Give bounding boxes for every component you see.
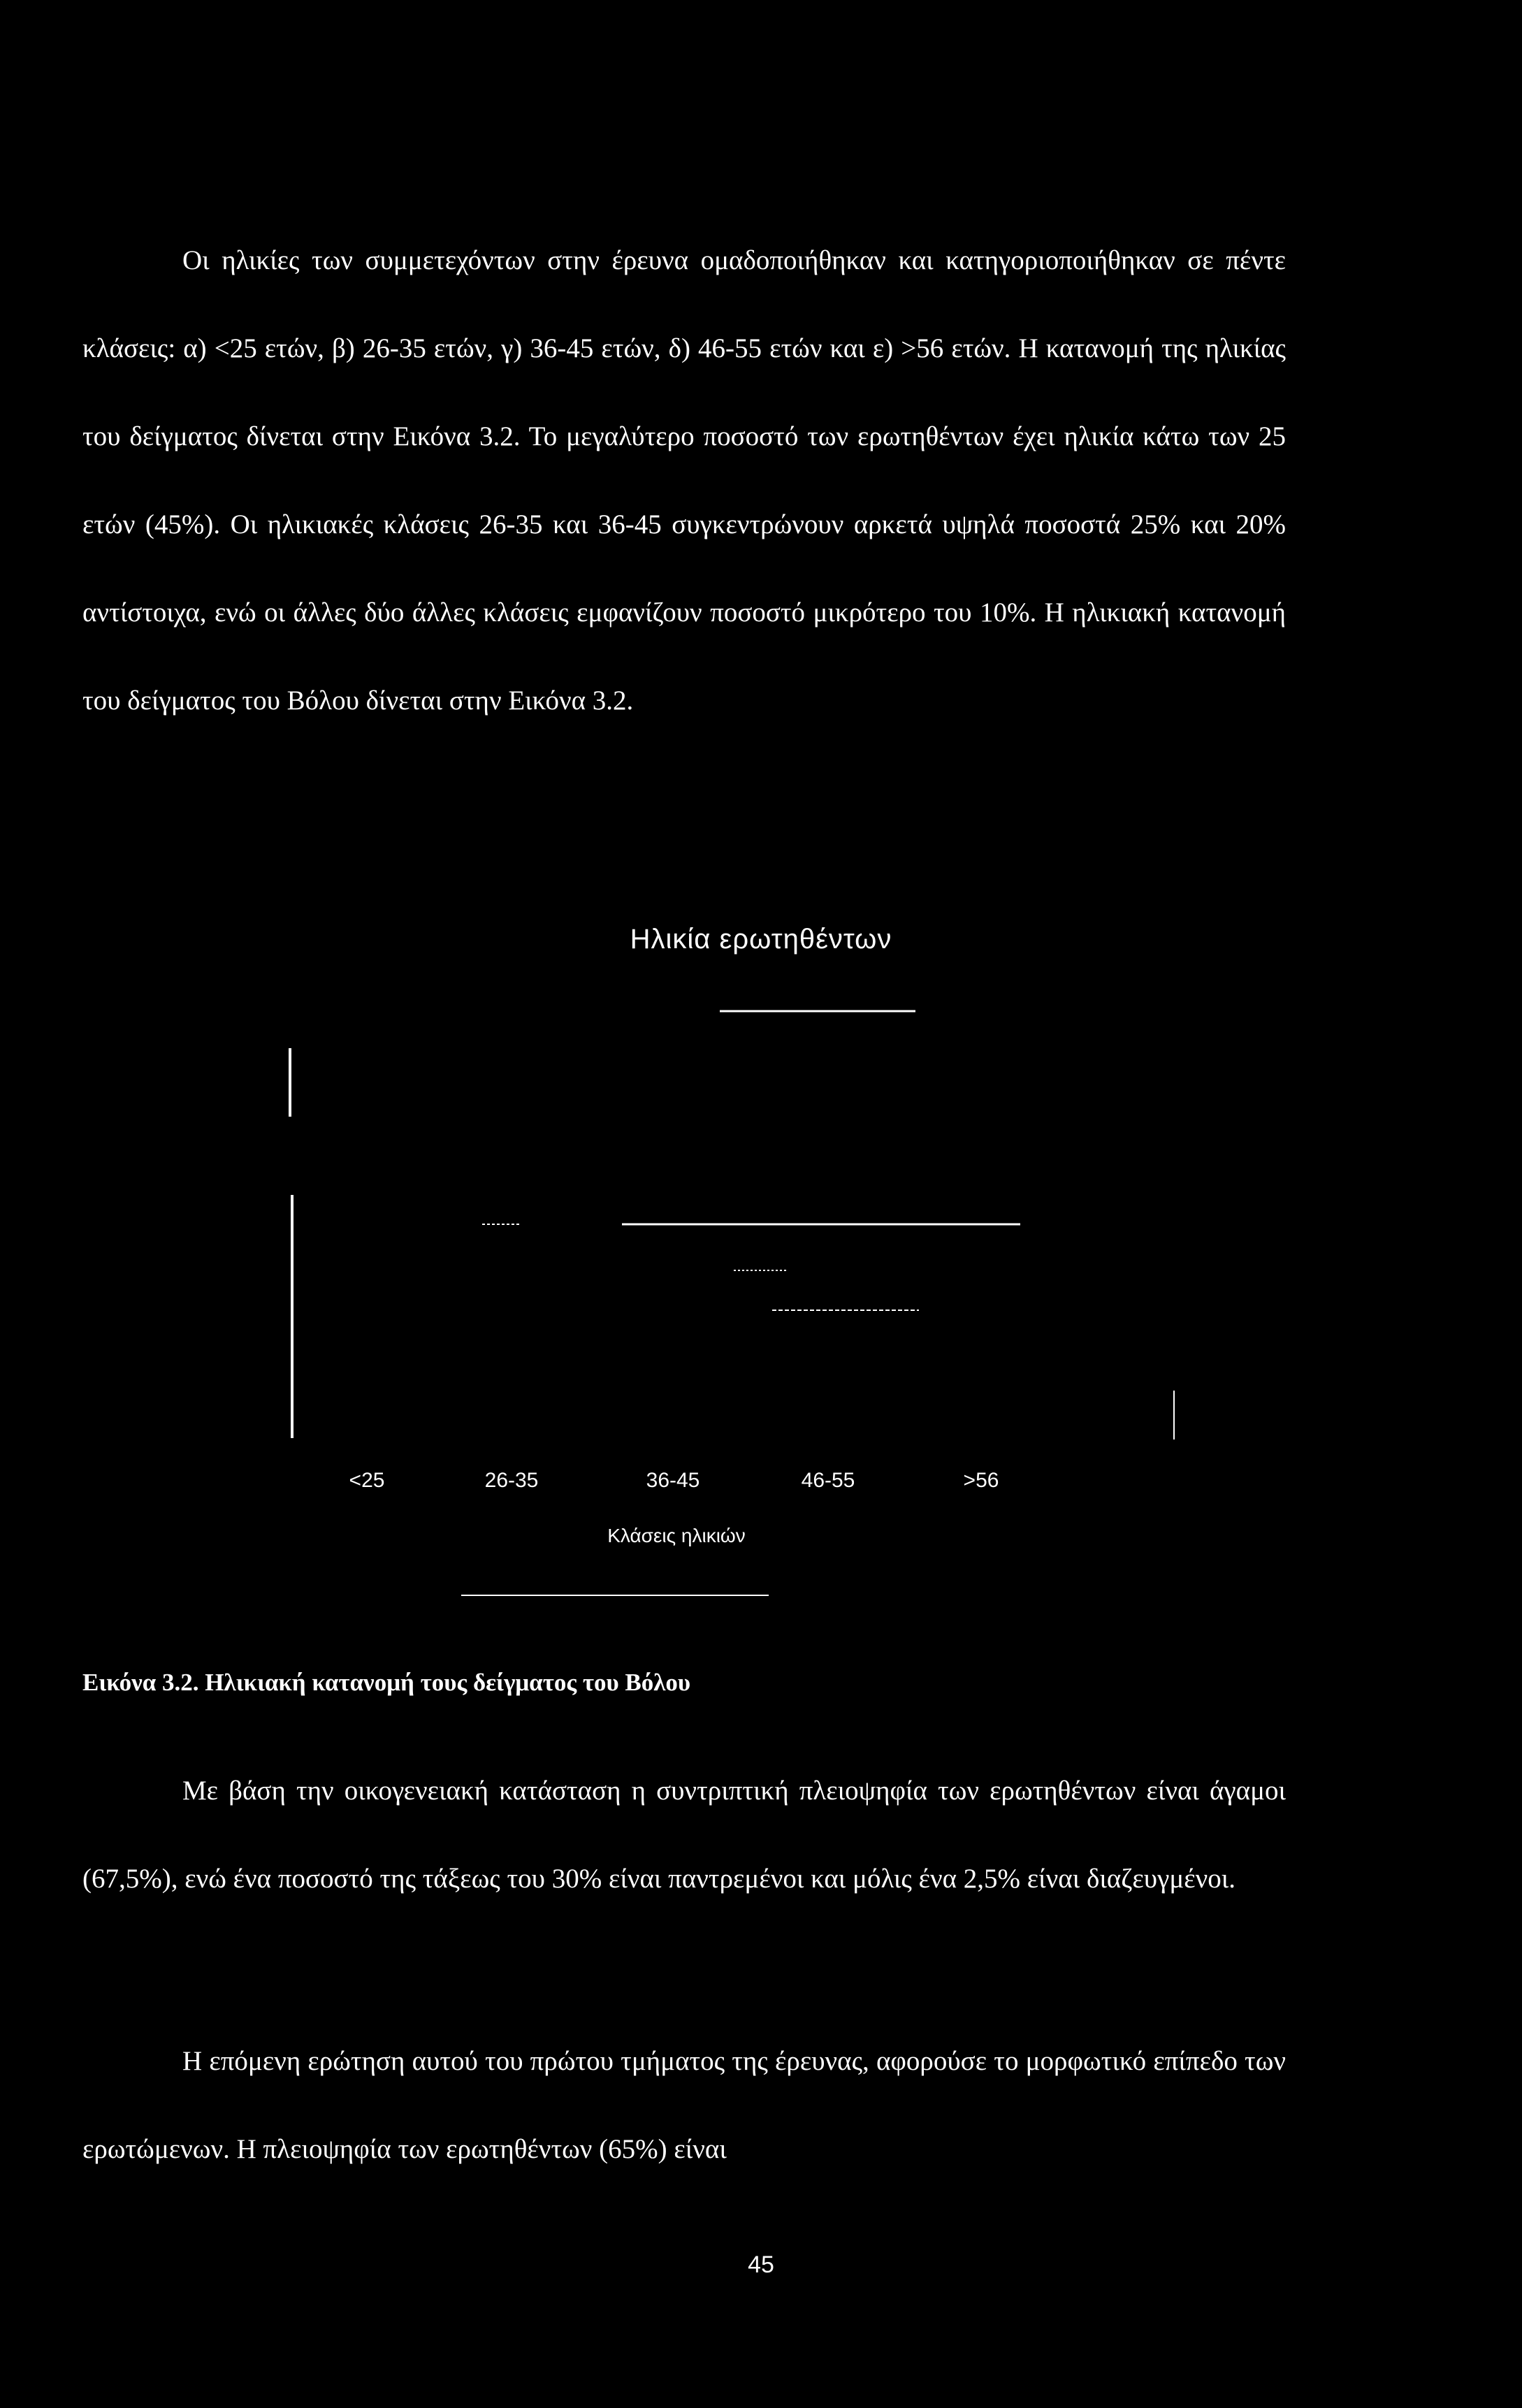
paragraph-age-groups: Οι ηλικίες των συμμετεχόντων στην έρευνα ομαδοποιήθηκαν και κατηγοριοποιήθηκαν σε πέντε κλάσεις: α) <25 ετών, β) 26-35 ετών, γ) 36-45 ετών, δ) 46-55 ετών και ε) >56 ετών. Η κατανομή της ηλικίας του δείγματος δίνεται στην Εικόνα 3.2. Το μεγαλύτερο ποσοστό των ερωτηθέντων έχει ηλικία κάτω των 25 ετών (45%). Οι ηλικιακές κλάσεις 26-35 και 36-45 συγκεντρώνουν αρκετά υψηλά ποσοστά 25% και 20% αντίστοιχα, ενώ οι άλλες δύο άλλες κλάσεις εμφανίζουν ποσοστό μικρότερο του 10%. Η ηλικιακή κατανομή του δείγματος του Βόλου δίνεται στην Εικόνα 3.2.: [82, 245, 1286, 716]
figure-caption: Εικόνα 3.2. Ηλικιακή κατανομή τους δείγματος του Βόλου: [82, 1669, 691, 1696]
category-label-lt25: <25: [349, 1469, 385, 1492]
category-label-46-55: 46-55: [801, 1469, 855, 1492]
category-label-gt56: >56: [963, 1469, 999, 1492]
page-number: 45: [748, 2251, 774, 2278]
paragraph-education: Η επόμενη ερώτηση αυτού του πρώτου τμήματος της έρευνας, αφορούσε το μορφωτικό επίπεδο των ερωτώμενων. Η πλειοψηφία των ερωτηθέντων (65%) είναι: [82, 2046, 1286, 2164]
category-label-36-45: 36-45: [646, 1469, 700, 1492]
paragraph-marital-status: Με βάση την οικογενειακή κατάσταση η συντριπτική πλειοψηφία των ερωτηθέντων είναι άγαμοι (67,5%), ενώ ένα ποσοστό της τάξεως του 30% είναι παντρεμένοι και μόλις ένα 2,5% είναι διαζευγμένοι.: [82, 1776, 1286, 1894]
chart-title: Ηλικία ερωτηθέντων: [630, 924, 892, 955]
x-axis-label: Κλάσεις ηλικιών: [607, 1525, 746, 1546]
category-label-26-35: 26-35: [484, 1469, 539, 1492]
